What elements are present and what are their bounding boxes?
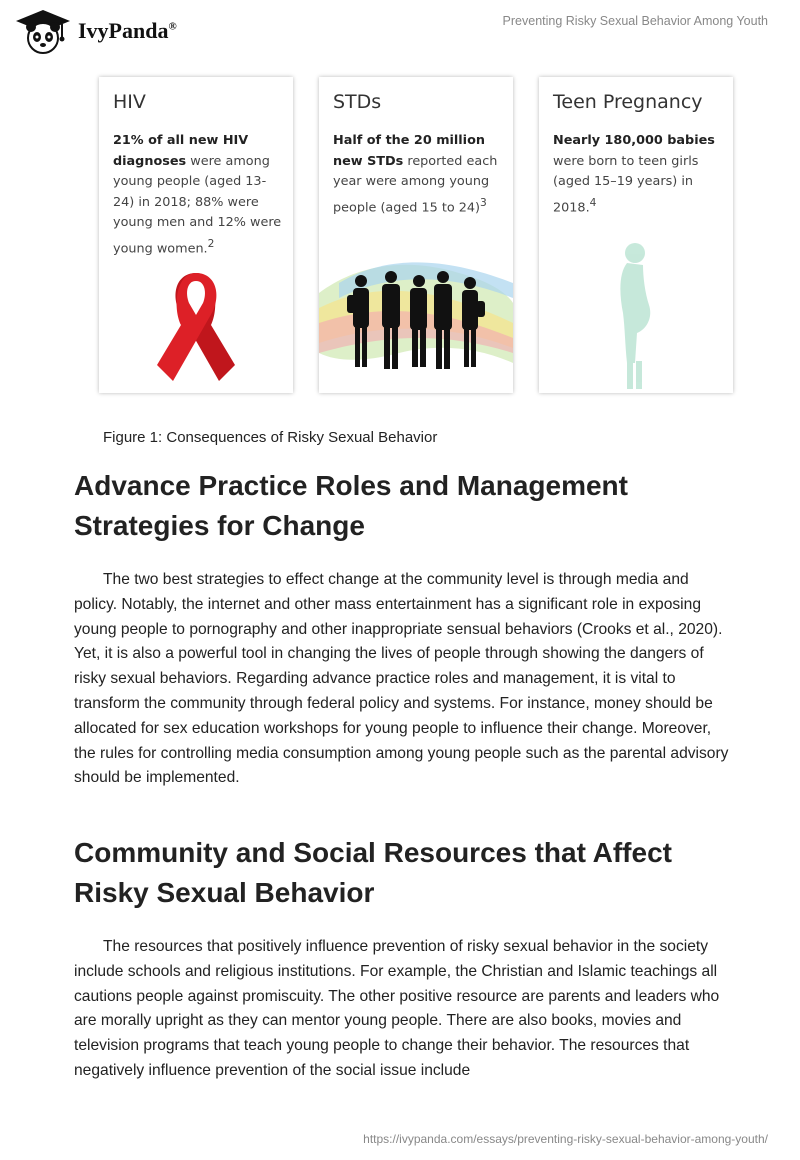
source-url[interactable]: https://ivypanda.com/essays/preventing-risky-sexual-behavior-among-youth/ (363, 1132, 768, 1146)
red-ribbon-icon (99, 263, 293, 393)
card-title: STDs (333, 91, 382, 113)
logo-text: IvyPanda® (78, 18, 177, 43)
card-title: Teen Pregnancy (553, 91, 703, 113)
card-text: Half of the 20 million new STDs reported each year were among young people (aged 15 to 24)$^3$ (333, 133, 498, 215)
section-heading: Advance Practice Roles and Management Strategies for Change (74, 470, 628, 541)
figure-card-stds (319, 77, 513, 393)
running-title: Preventing Risky Sexual Behavior Among Youth (502, 14, 768, 28)
figure-caption: Figure 1: Consequences of Risky Sexual Behavior (103, 429, 438, 446)
panda-logo-icon (14, 8, 72, 54)
card-text: Nearly 180,000 babies were born to teen girls (aged 15–19 years) in 2018.$^4$ (553, 133, 715, 215)
youth-silhouettes-icon (319, 253, 513, 393)
card-title: HIV (113, 91, 146, 113)
section-heading: Community and Social Resources that Affect Risky Sexual Behavior (74, 837, 672, 908)
figure-card-teen-pregnancy (539, 77, 733, 393)
pregnant-teen-icon (539, 233, 733, 393)
section-paragraph: The resources that positively influence prevention of risky sexual behavior in the society include schools and religious institutions. For example, the Christian and Islamic teachings all cautions people against promiscuity. The other positive resource are parents and leaders who are morally upright as they can mentor young people. There are also books, movies and television programs that teach young people to change their behavior. The resources that negatively influence prevention of the social issue include (74, 938, 720, 1079)
figure-card-hiv (99, 77, 293, 393)
card-text: 21% of all new HIV diagnoses were among young people (aged 13-24) in 2018; 88% were young men and 12% were young women.$^2$ (113, 133, 282, 256)
site-logo[interactable] (14, 8, 177, 54)
section-paragraph: The two best strategies to effect change at the community level is through media and policy. Notably, the internet and other mass entertainment has a significant role in exposing young people to pornography and other inappropriate sensual behaviors (Crooks et al., 2020). Yet, it is also a powerful tool in changing the lives of people through showing the dangers of risky sexual behaviors. Regarding advance practice roles and management, it is vital to transform the community through federal policy and systems. For instance, money should be allocated for sex education workshops for young people to influence their change. Moreover, the rules for controlling media consumption among young people such as the parental advisory should be implemented. (74, 571, 729, 787)
